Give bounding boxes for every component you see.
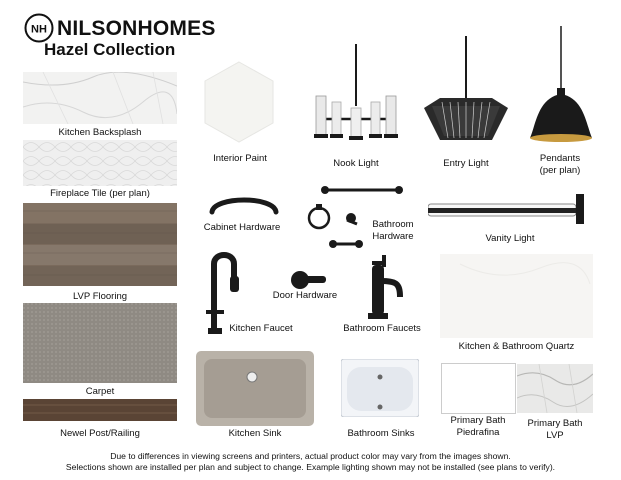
primary-bath-piedrafina-line1: Primary Bath [450, 415, 506, 426]
cabinet-hardware-label: Cabinet Hardware [203, 222, 281, 233]
kitchen-sink-label: Kitchen Sink [228, 428, 282, 439]
bathroom-faucet-icon [360, 255, 404, 321]
lvp-flooring-label: LVP Flooring [72, 291, 128, 302]
cabinet-hardware-icon [206, 190, 282, 220]
pendant-light-icon [528, 26, 594, 146]
lvp-flooring-swatch [23, 203, 177, 286]
piedrafina-swatch [441, 363, 516, 414]
entry-light-icon [418, 36, 514, 152]
quartz-label: Kitchen & Bathroom Quartz [458, 341, 575, 352]
primary-bath-lvp-swatch [517, 364, 593, 413]
kitchen-backsplash-label: Kitchen Backsplash [58, 127, 142, 138]
svg-text:NH: NH [31, 23, 47, 36]
carpet-label: Carpet [85, 386, 115, 397]
newel-post-label: Newel Post/Railing [60, 428, 140, 439]
door-hardware-icon [288, 268, 328, 292]
collection-title: Hazel Collection [44, 40, 176, 59]
pendants-label-line1: Pendants [539, 153, 581, 164]
bathroom-hardware-line2: Hardware [372, 231, 414, 242]
newel-post-swatch [23, 399, 177, 421]
interior-paint-label: Interior Paint [213, 153, 267, 164]
bathroom-sinks-label: Bathroom Sinks [347, 428, 415, 439]
pendants-label [522, 153, 598, 177]
bathroom-faucets-label: Bathroom Faucets [343, 323, 421, 334]
door-hardware-label: Door Hardware [272, 290, 338, 301]
fireplace-tile-label: Fireplace Tile (per plan) [50, 188, 150, 199]
kitchen-backsplash-swatch [23, 72, 177, 124]
carpet-swatch [23, 303, 177, 383]
footer-line-2: Selections shown are installed per plan and subject to change. Example lighting shown may not be installed (see plans to verify). [65, 462, 556, 472]
interior-paint-swatch [203, 60, 275, 144]
kitchen-faucet-label: Kitchen Faucet [229, 323, 293, 334]
primary-bath-lvp-label [513, 418, 597, 442]
bathroom-sink-icon [341, 359, 419, 417]
primary-bath-piedrafina-label [436, 415, 520, 439]
footer-line-1: Due to differences in viewing screens and printers, actual product color may vary from the images shown. [110, 451, 511, 461]
vanity-light-icon [428, 190, 588, 226]
nook-light-label: Nook Light [333, 158, 379, 169]
fireplace-tile-swatch [23, 140, 177, 186]
vanity-light-label: Vanity Light [485, 233, 535, 244]
nook-light-icon [310, 44, 402, 154]
bathroom-hardware-label [360, 219, 426, 243]
primary-bath-piedrafina-line2: Piedrafina [456, 427, 500, 438]
quartz-swatch [440, 254, 593, 338]
bathroom-hardware-line1: Bathroom [372, 219, 414, 230]
footer-disclaimer [0, 451, 621, 473]
pendants-label-line2: (per plan) [539, 165, 581, 176]
kitchen-sink-icon [196, 351, 314, 426]
nh-monogram-icon [24, 13, 54, 43]
brand-name: NILSONHOMES [57, 17, 216, 40]
entry-light-label: Entry Light [443, 158, 489, 169]
primary-bath-lvp-line2: LVP [546, 430, 564, 441]
primary-bath-lvp-line1: Primary Bath [527, 418, 583, 429]
